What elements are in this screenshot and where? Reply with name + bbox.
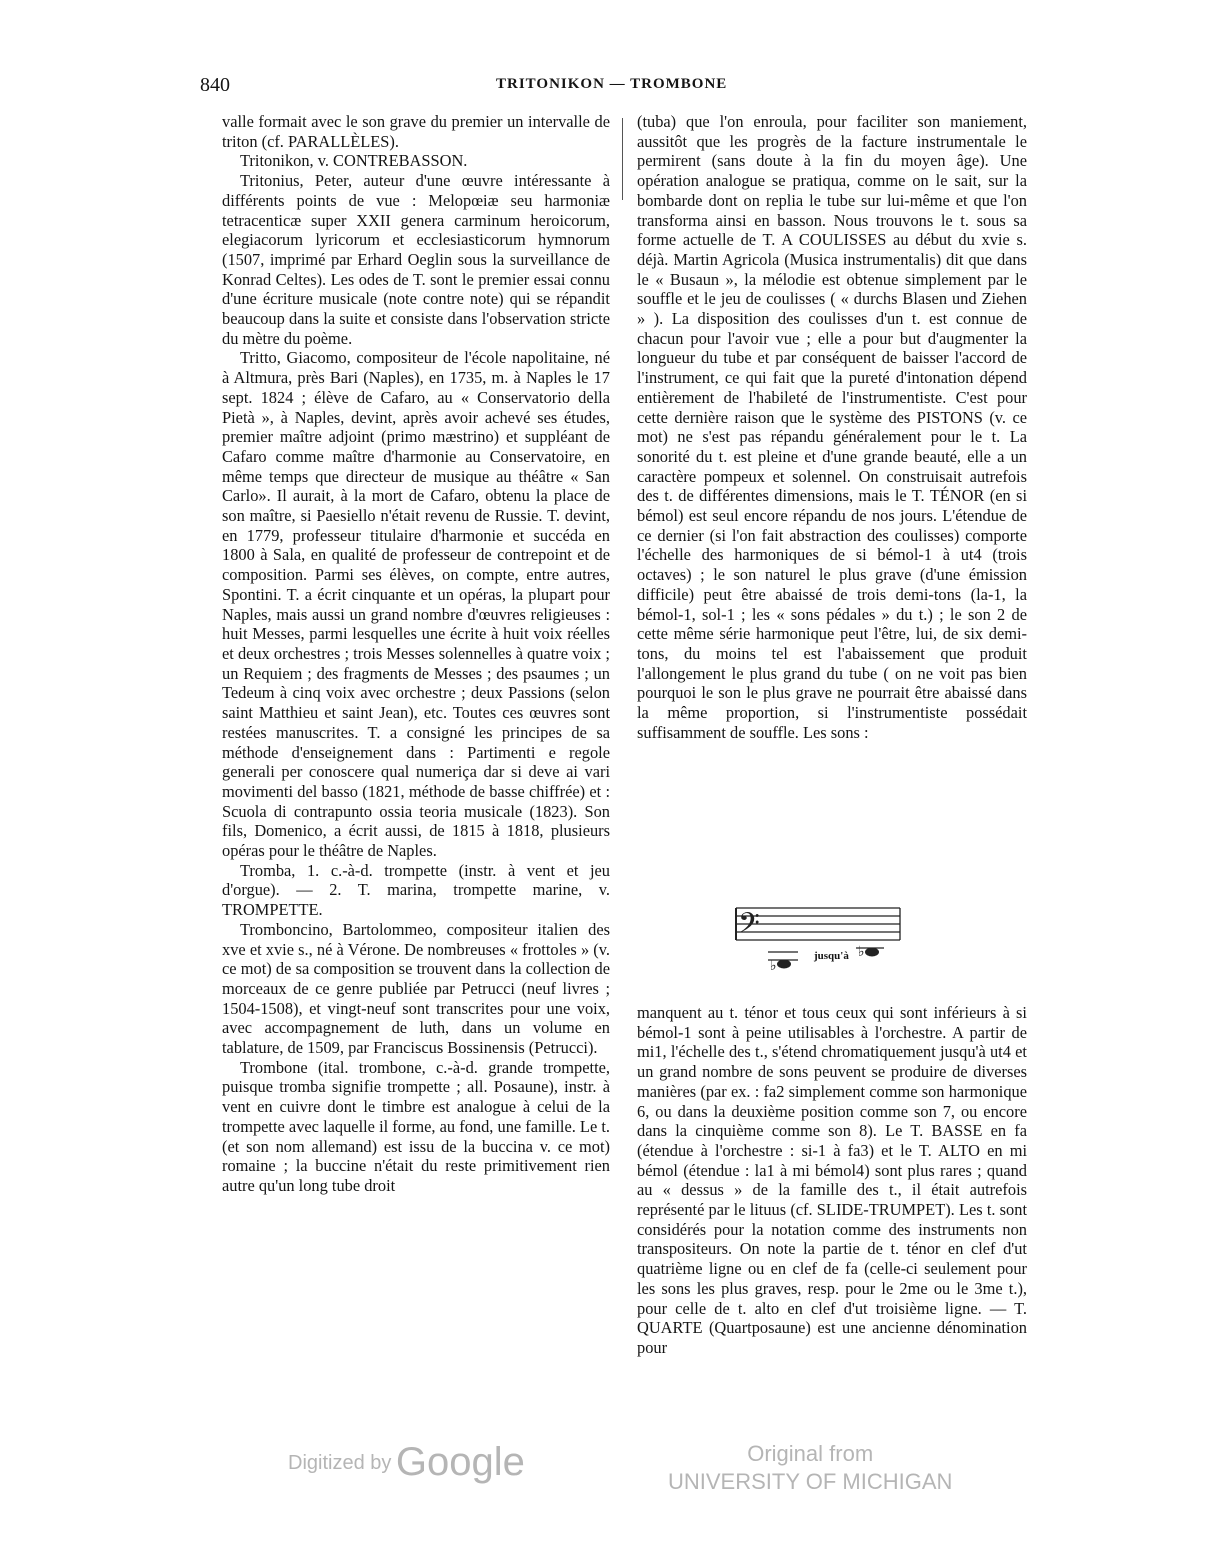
google-logo: Google [395, 1440, 525, 1484]
entry-tromba: Tromba, 1. c.-à-d. trompette (instr. à vent et jeu d'orgue). — 2. T. marina, trompette marine, v. TROMPETTE. [222, 860, 610, 920]
digitized-by-text: Digitized by [288, 1452, 392, 1474]
right-column-top [637, 112, 1027, 743]
entry-tritonius: Tritonius, Peter, auteur d'une œuvre intéressante à différents points de vue : Melopœiæ seu harmoniæ tetracenticæ super XXII genera carminum heroicorum, elegiacorum lyricorum et ecclesiasticorum hymnorum (1507, imprimé par Erhard Oeglin sous la surveillance de Konrad Celtes). Les odes de T. sont le premier essai connu d'une écriture musicale (note contre note) qui se répandit beaucoup dans la suite et consiste dans l'observation stricte du mètre du poème. [222, 171, 610, 348]
original-from-watermark [668, 1440, 952, 1496]
music-label: jusqu'à [814, 950, 849, 962]
entry-tritto: Tritto, Giacomo, compositeur de l'école napolitaine, né à Altmura, près Bari (Naples), en 1735, m. à Naples le 17 sept. 1824 ; élève de Cafaro, au « Conservatorio della Pietà », à Naples, devint, après avoir achevé ses études, premier maître adjoint (primo mæstrino) et suppléant de Cafaro comme maître d'harmonie au Conservatoire, en même temps que directeur de musique au théâtre « San Carlo». Il aurait, à la mort de Cafaro, obtenu la place de son maître, si Paesiello n'était revenu de Russie. T. devint, en 1779, professeur titulaire d'harmonie et succéda en 1800 à Sala, en qualité de professeur de contrepoint et de composition. Parmi ses élèves, on compte, entre autres, Spontini. T. a écrit cinquante et un opéras, la plupart pour Naples, mais aussi un grand nombre d'œuvres religieuses : huit Messes, parmi lesquelles une écrite à huit voix réelles et deux orchestres ; trois Messes solennelles à quatre voix ; un Requiem ; des fragments de Messes ; des psaumes ; un Tedeum à cinq voix avec orchestre ; deux Passions (selon saint Matthieu et saint Jean), etc. Toutes ces œuvres sont restées manuscrites. T. a consigné les principes de sa méthode d'enseignement dans : Partimenti e regole generali per conoscere qual numeriça dar si deve ai vari movimenti del basso (1821, méthode de basse chiffrée) et : Scuola di contrapunto ossia teoria musicale (1823). Son fils, Domenico, a écrit aussi, de 1815 à 1818, plusieurs opéras pour le théâtre de Naples. [222, 348, 610, 861]
trombone-continued: (tuba) que l'on enroula, pour faciliter son maniement, aussitôt que les progrès de la facture instrumentale le permirent (sans doute à la fin du moyen âge). Une opération analogue se pratiqua, comme on le sait, sur la bombarde dont on replia le tube sur lui-même et que l'on transforma ainsi en basson. Nous trouvons le t. sous sa forme actuelle de T. A COULISSES au début du xvie s. déjà. Martin Agricola (Musica instrumentalis) dit que dans le « Busaun », la mélodie est obtenue simplement par le souffle et le jeu de coulisses ( « durchs Blasen und Ziehen » ). La disposition des coulisses d'un t. est connue de chacun pour l'avoir vue ; elle a pour but d'augmenter la longueur du tube et par conséquent de baisser l'accord de l'instrument, ce qui fait que la pureté d'intonation dépend entièrement de l'habileté de l'instrumentiste. C'est pour cette dernière raison que le système des PISTONS (v. ce mot) ne s'est pas répandu généralement pour le t. La sonorité du t. est pleine et d'une grande beauté, elle a un caractère pompeux et solennel. On construisait autrefois des t. de différentes dimensions, mais le T. TÉNOR (en si bémol) est seul encore répandu de nos jours. L'étendue de ce dernier (si l'on fait abstraction des coulisses) comporte l'échelle des harmoniques de si bémol-1 à ut4 (trois octaves) ; le son naturel le plus grave (d'une émission difficile) peut être abaissé de trois demi-tons (la-1, la bémol-1, sol-1 ; les « sons pédales » du t.) ; le son 2 de cette même série harmonique peut l'être, lui, de six demi-tons, du moins tel est l'abaissement que produit l'allongement le plus grand du tube ( on ne voit pas bien pourquoi le son le plus grave ne pourrait être abaissé dans la même proportion, si l'instrumentiste possédait suffisamment de souffle. Les sons : [637, 112, 1027, 742]
running-head: TRITONIKON — TROMBONE [496, 76, 728, 92]
column-rule [622, 118, 623, 200]
page-number: 840 [200, 74, 230, 96]
paragraph-triton-continued: valle formait avec le son grave du premier un intervalle de triton (cf. PARALLÈLES). [222, 112, 610, 151]
svg-text:♭: ♭ [770, 958, 777, 974]
entry-tritonikon: Tritonikon, v. CONTREBASSON. [240, 151, 468, 171]
music-example [728, 898, 908, 980]
university-text: UNIVERSITY OF MICHIGAN [668, 1469, 953, 1494]
left-column [222, 112, 610, 1196]
original-from-text: Original from [747, 1441, 874, 1466]
svg-text:♭: ♭ [858, 944, 865, 960]
entry-tromboncino: Tromboncino, Bartolommeo, compositeur italien des xve et xvie s., né à Vérone. De nombreuses « frottoles » (v. ce mot) de sa composition se trouvent dans la collection de morceaux de ce genre publiée par Petrucci (neuf livres ; 1504-1508), et vingt-neuf sont transcrites pour une voix, avec accompagnement de luth, dans un volume en tablature, de 1509, par Franciscus Bossinensis (Petrucci). [222, 919, 610, 1058]
digitized-by-watermark [288, 1440, 525, 1485]
trombone-range-text: manquent au t. ténor et tous ceux qui sont inférieurs à si bémol-1 sont à peine utilisables à l'orchestre. A partir de mi1, l'échelle des t., s'étend chromatiquement jusqu'à ut4 et un grand nombre de sons peuvent se produire de diverses manières (par ex. : fa2 simplement comme son harmonique 6, ou dans la deuxième position comme son 7, ou encore dans la cinquième comme son 8). Le T. BASSE en fa (étendue à l'orchestre : si-1 à fa3) et le T. ALTO en mi bémol (étendue : la1 à mi bémol4) sont plus rares ; quand au « dessus » de la famille des t., il était autrefois représenté par le lituus (cf. SLIDE-TRUMPET). Les t. sont considérés pour la notation comme des instruments non transpositeurs. On note la partie de t. ténor en clef d'ut quatrième ligne ou en clef de fa (celle-ci seulement pour les sons les plus graves, resp. pour le 2me ou le 3me t.), pour celle de t. alto en clef d'ut troisième ligne. — T. QUARTE (Quartposaune) est une ancienne dénomination pour [637, 1003, 1027, 1357]
right-column-bottom [637, 1003, 1027, 1358]
entry-trombone: Trombone (ital. trombone, c.-à-d. grande trompette, puisque tromba signifie trompette ; all. Posaune), instr. à vent en cuivre dont le timbre est analogue à celui de la trompette avec laquelle il forme, au fond, une famille. Le t. (et son nom allemand) est issu de la buccina v. ce mot) romaine ; la buccine n'était du reste primitivement rien autre qu'un long tube droit [222, 1057, 610, 1195]
svg-text:𝄢: 𝄢 [738, 907, 760, 947]
page-header [200, 74, 1030, 102]
bass-staff-icon [728, 898, 908, 980]
